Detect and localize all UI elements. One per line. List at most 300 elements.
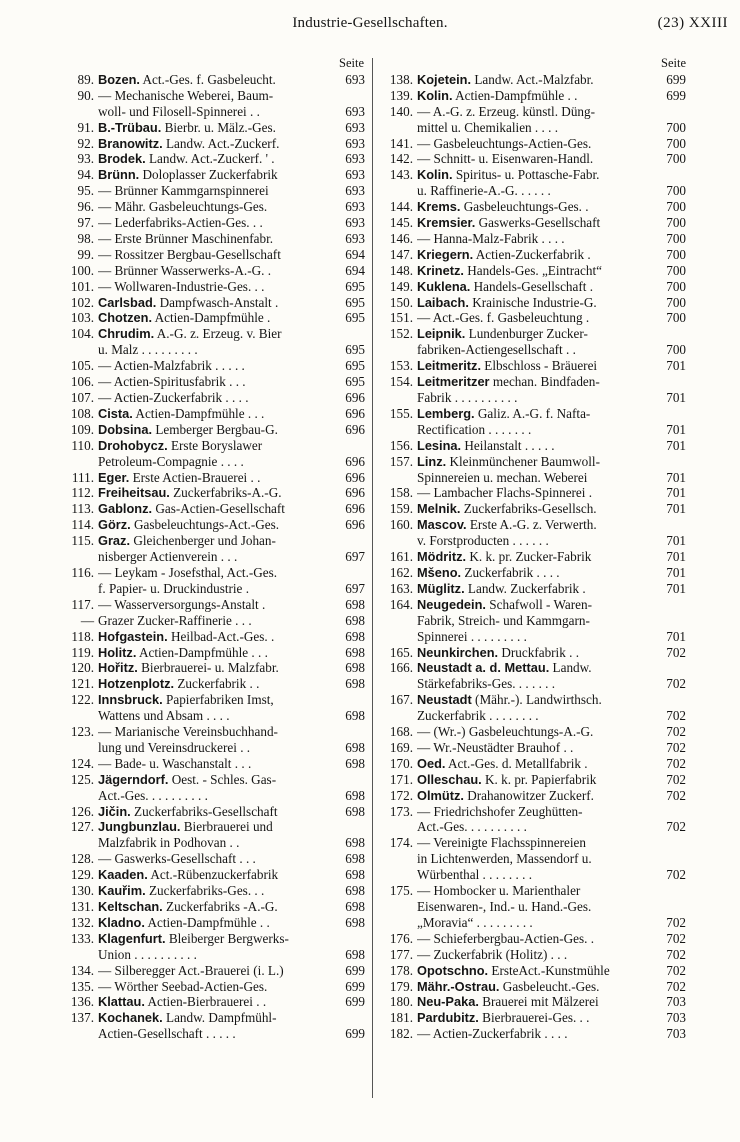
entry-description: — Actien-Zuckerfabrik . . . . (98, 390, 249, 406)
index-entry (62, 295, 365, 311)
entry-text (98, 963, 339, 979)
entry-body (417, 931, 686, 947)
entry-description: — Mähr. Gasbeleuchtungs-Ges. (98, 199, 268, 215)
entry-page-spacer (660, 374, 686, 390)
entry-page: 696 (345, 501, 365, 517)
entry-text (98, 867, 339, 883)
entry-number: 138. (389, 71, 413, 87)
entry-line (417, 899, 686, 915)
entry-line (98, 613, 365, 629)
entry-description: nisberger Actienverein . . . (98, 549, 238, 565)
entry-page-spacer (660, 851, 686, 867)
entry-number: 150. (389, 294, 413, 310)
entry-body (417, 88, 686, 104)
entry-line (417, 406, 686, 422)
entry-text (98, 374, 339, 390)
entry-place-name: Freiheitsau. (98, 485, 170, 501)
entry-page: 693 (345, 119, 365, 135)
entry-body (417, 167, 686, 199)
entry-text (98, 660, 339, 676)
index-entry (62, 819, 365, 851)
entry-body (417, 438, 686, 454)
entry-body (417, 581, 686, 597)
entry-number: 170. (389, 755, 413, 771)
entry-place-name: Dobsina. (98, 421, 153, 437)
entry-page: 700 (666, 151, 686, 167)
entry-line (417, 772, 686, 788)
entry-page-spacer (339, 931, 365, 947)
entry-text (98, 263, 339, 279)
entry-page: 703 (666, 1010, 686, 1026)
entry-description: Actien-Gesellschaft . . . . . (98, 1026, 236, 1042)
entry-body (98, 406, 365, 422)
entry-place-name: Müglitz. (417, 580, 465, 596)
index-entry (62, 613, 365, 629)
entry-text (417, 215, 660, 231)
entry-body (417, 72, 686, 88)
entry-number: 130. (70, 883, 94, 899)
entry-body (417, 740, 686, 756)
entry-line (98, 581, 365, 597)
entry-line (98, 740, 365, 756)
entry-text (98, 740, 339, 756)
entry-page: 698 (345, 755, 365, 771)
entry-text (98, 342, 339, 358)
entry-body (417, 1026, 686, 1042)
entry-line (417, 501, 686, 517)
entry-description: — (Wr.-) Gasbeleuchtungs-A.-G. (417, 724, 594, 740)
index-entry (381, 597, 686, 645)
entry-body (417, 358, 686, 374)
entry-page: 693 (345, 199, 365, 215)
entry-number: 132. (70, 914, 94, 930)
entry-line (98, 915, 365, 931)
entry-page: 696 (345, 390, 365, 406)
entry-description: Heilbad-Act.-Ges. . (167, 628, 275, 644)
index-entry (381, 772, 686, 788)
entry-text (417, 517, 660, 533)
entry-text (98, 326, 339, 342)
index-entry (381, 215, 686, 231)
entry-page-spacer (339, 438, 365, 454)
entry-description: woll- und Filosell-Spinnerei . . (98, 103, 260, 119)
entry-line (417, 279, 686, 295)
entry-description: Act.-Ges. f. Gasbeleucht. (139, 71, 276, 87)
entry-page: 702 (666, 771, 686, 787)
entry-number: 109. (70, 421, 94, 437)
entry-line (417, 613, 686, 629)
entry-text (417, 485, 660, 501)
entry-line (98, 199, 365, 215)
entry-number: 115. (71, 533, 94, 549)
entry-line (417, 517, 686, 533)
entry-number: 111. (71, 469, 94, 485)
entry-text (98, 629, 339, 645)
entry-description: Grazer Zucker-Raffinerie . . . (98, 612, 252, 628)
index-entry (381, 565, 686, 581)
entry-line (98, 819, 365, 835)
entry-body (98, 883, 365, 899)
index-entry (381, 645, 686, 661)
index-entry (381, 947, 686, 963)
index-entry (381, 295, 686, 311)
entry-body (98, 136, 365, 152)
entry-page-spacer (660, 597, 686, 613)
entry-line (98, 326, 365, 342)
entry-number: 123. (70, 724, 94, 740)
entry-place-name: Mšeno. (417, 564, 462, 580)
index-entry (381, 883, 686, 931)
entry-line (417, 549, 686, 565)
entry-text (98, 851, 339, 867)
entry-text (417, 231, 660, 247)
entry-text (98, 645, 339, 661)
entry-body (417, 151, 686, 167)
entry-number: 182. (389, 1026, 413, 1042)
entry-description: — Wollwaren-Industrie-Ges. . . (98, 278, 265, 294)
entry-page-spacer (660, 883, 686, 899)
entry-body (417, 406, 686, 438)
entry-body (98, 772, 365, 804)
entry-body (98, 501, 365, 517)
entry-number: 167. (389, 692, 413, 708)
entry-line (98, 358, 365, 374)
entry-number: 178. (389, 962, 413, 978)
entry-page: 695 (345, 310, 365, 326)
entry-text (98, 438, 339, 454)
index-entry (62, 772, 365, 804)
index-entry (381, 1026, 686, 1042)
entry-description: Act.-Ges. d. Metallfabrik . (445, 755, 588, 771)
entry-text (417, 374, 660, 390)
entry-text (417, 819, 660, 835)
index-entry (381, 581, 686, 597)
entry-description: — Gasbeleuchtungs-Actien-Ges. (417, 135, 592, 151)
entry-place-name: Kochanek. (98, 1010, 163, 1026)
entry-description: Landw. Act.-Zuckerf. ' . (145, 151, 275, 167)
index-entry (381, 326, 686, 358)
entry-text (98, 1026, 339, 1042)
entry-description: in Lichtenwerden, Massendorf u. (417, 851, 592, 867)
entry-description: Handels-Gesellschaft . (470, 278, 594, 294)
entry-number: — (80, 612, 94, 628)
entry-line (417, 136, 686, 152)
entry-text (98, 470, 339, 486)
entry-number: 112. (71, 485, 94, 501)
entry-page: 698 (345, 644, 365, 660)
entry-text (417, 247, 660, 263)
entry-text (417, 597, 660, 613)
entry-page: 699 (345, 1026, 365, 1042)
entry-line (98, 263, 365, 279)
entry-text (98, 199, 339, 215)
entry-description: Spinnerei . . . . . . . . . (417, 628, 527, 644)
entry-place-name: Chotzen. (98, 310, 153, 326)
entry-place-name: Kolin. (417, 87, 453, 103)
entry-text (417, 756, 660, 772)
entry-description: Erste Actien-Brauerei . . (129, 469, 261, 485)
entry-body (98, 231, 365, 247)
entry-line (417, 979, 686, 995)
entry-text (417, 549, 660, 565)
entry-line (98, 931, 365, 947)
entry-page: 700 (666, 215, 686, 231)
entry-description: — Brünner Kammgarnspinnerei (98, 183, 269, 199)
entry-page: 700 (666, 135, 686, 151)
entry-text (417, 310, 660, 326)
entry-description: mittel u. Chemikalien . . . . (417, 119, 559, 135)
entry-place-name: Chrudim. (98, 326, 155, 342)
page-title: Industrie-Gesellschaften. (292, 15, 448, 31)
entry-description: Union . . . . . . . . . . (98, 946, 197, 962)
entry-number: 155. (389, 405, 413, 421)
entry-place-name: Hofgastein. (98, 628, 168, 644)
entry-page: 693 (345, 183, 365, 199)
entry-page-spacer (660, 692, 686, 708)
entry-text (98, 692, 339, 708)
entry-description: (Mähr.-). Landwirthsch. (471, 692, 602, 708)
entry-description: Handels-Ges. „Eintracht“ (463, 262, 602, 278)
index-column-right (381, 56, 686, 1042)
entry-page: 700 (666, 310, 686, 326)
entry-line (417, 692, 686, 708)
entry-line (98, 72, 365, 88)
entry-description: Krainische Industrie-G. (468, 294, 597, 310)
entry-line (417, 835, 686, 851)
entry-description: — Silberegger Act.-Brauerei (i. L.) (98, 962, 284, 978)
entry-description: Papierfabriken Imst, (162, 692, 274, 708)
entry-page: 698 (345, 803, 365, 819)
entry-description: Lundenburger Zucker- (465, 326, 588, 342)
entry-description: Landw. Act.-Zuckerf. (162, 135, 280, 151)
entry-description: Spiritus- u. Pottasche-Fabr. (452, 167, 600, 183)
entry-number: 135. (70, 978, 94, 994)
entry-page: 698 (345, 946, 365, 962)
index-entry (62, 501, 365, 517)
entry-place-name: Keltschan. (98, 899, 163, 915)
entry-description: Galiz. A.-G. f. Nafta- (474, 405, 591, 421)
entry-number: 118. (71, 628, 94, 644)
entry-text (98, 979, 339, 995)
entry-text (417, 915, 660, 931)
entry-body (417, 263, 686, 279)
entry-page-spacer (660, 517, 686, 533)
entry-description: — Marianische Vereinsbuchhand- (98, 724, 278, 740)
entry-description: f. Papier- u. Druckindustrie . (98, 580, 249, 596)
entry-text (417, 470, 660, 486)
entry-page-spacer (339, 724, 365, 740)
entry-line (98, 947, 365, 963)
entry-number: 100. (70, 262, 94, 278)
entry-description: Gasbeleucht.-Ges. (499, 978, 600, 994)
entry-number: 125. (70, 771, 94, 787)
entry-line (417, 438, 686, 454)
entry-page: 701 (666, 580, 686, 596)
entry-place-name: Holitz. (98, 644, 137, 660)
entry-place-name: Kriegern. (417, 246, 474, 262)
entry-description: Petroleum-Compagnie . . . . (98, 453, 244, 469)
entry-description: Zuckerfabrik . . (174, 676, 260, 692)
entry-body (417, 279, 686, 295)
entry-description: „Moravia“ . . . . . . . . . (417, 914, 533, 930)
entry-text (417, 342, 660, 358)
entry-line (98, 151, 365, 167)
entry-page: 702 (666, 755, 686, 771)
index-entry (62, 899, 365, 915)
entry-body (98, 613, 365, 629)
entry-place-name: Kauřim. (98, 883, 146, 899)
entry-body (98, 819, 365, 851)
entry-text (98, 883, 339, 899)
entry-number: 89. (77, 71, 94, 87)
entry-text (98, 390, 339, 406)
entry-page: 699 (345, 978, 365, 994)
entry-body (417, 501, 686, 517)
entry-page: 702 (666, 708, 686, 724)
entry-page: 700 (666, 278, 686, 294)
entry-text (417, 454, 660, 470)
entry-description: Gas-Actien-Gesellschaft (152, 501, 285, 517)
entry-description: Erste A.-G. z. Verwerth. (466, 517, 597, 533)
entry-body (98, 183, 365, 199)
entry-text (417, 501, 660, 517)
entry-place-name: Oed. (417, 755, 446, 771)
entry-description: Malzfabrik in Podhovan . . (98, 835, 240, 851)
entry-page-spacer (660, 454, 686, 470)
entry-line (417, 883, 686, 899)
entry-line (98, 597, 365, 613)
entry-text (98, 454, 339, 470)
entry-text (98, 915, 339, 931)
entry-description: Heilanstalt . . . . . (461, 437, 555, 453)
entry-place-name: Olmütz. (417, 787, 464, 803)
entry-body (417, 485, 686, 501)
index-entry (381, 279, 686, 295)
entry-line (98, 756, 365, 772)
entry-text (98, 581, 339, 597)
entry-line (417, 867, 686, 883)
entry-line (98, 692, 365, 708)
entry-page: 701 (666, 390, 686, 406)
entry-number: 131. (70, 899, 94, 915)
entry-body (417, 374, 686, 406)
entry-description: Erste Boryslawer (167, 437, 263, 453)
entry-number: 177. (389, 946, 413, 962)
entry-text (417, 199, 660, 215)
entry-body (417, 549, 686, 565)
entry-place-name: Klagenfurt. (98, 930, 166, 946)
entry-line (98, 120, 365, 136)
entry-number: 116. (71, 564, 94, 580)
entry-description: u. Malz . . . . . . . . . (98, 342, 198, 358)
entry-line (417, 310, 686, 326)
entry-page: 701 (666, 628, 686, 644)
entry-place-name: Drohobycz. (98, 437, 168, 453)
entry-body (417, 247, 686, 263)
entry-description: Dampfwasch-Anstalt . (156, 294, 279, 310)
entry-number: 164. (389, 596, 413, 612)
entry-description: — Hanna-Malz-Fabrik . . . . (417, 230, 565, 246)
entry-line (98, 549, 365, 565)
entry-body (98, 1010, 365, 1042)
entry-line (98, 485, 365, 501)
entry-text (98, 835, 339, 851)
entry-page-spacer (339, 772, 365, 788)
entry-body (417, 215, 686, 231)
entry-page: 693 (345, 167, 365, 183)
entry-line (417, 151, 686, 167)
entry-place-name: Krems. (417, 199, 461, 215)
index-entry (62, 485, 365, 501)
entry-line (98, 629, 365, 645)
index-entry (62, 263, 365, 279)
entry-number: 168. (389, 724, 413, 740)
entry-text (417, 565, 660, 581)
entry-number: 162. (389, 564, 413, 580)
entry-text (98, 772, 339, 788)
index-entry (62, 660, 365, 676)
index-entry (62, 390, 365, 406)
index-entry (62, 533, 365, 565)
entry-place-name: Graz. (98, 533, 131, 549)
entry-description: — Schnitt- u. Eisenwaren-Handl. (417, 151, 594, 167)
entry-description: — Gaswerks-Gesellschaft . . . (98, 851, 256, 867)
entry-page: 698 (345, 914, 365, 930)
entry-place-name: Olleschau. (417, 771, 482, 787)
entry-body (417, 1010, 686, 1026)
entry-number: 180. (389, 994, 413, 1010)
entry-place-name: Leitmeritzer (417, 374, 490, 390)
entry-number: 143. (389, 167, 413, 183)
entry-body (98, 422, 365, 438)
entry-description: ErsteAct.-Kunstmühle (488, 962, 610, 978)
entry-page: 699 (345, 994, 365, 1010)
entry-text (417, 645, 660, 661)
entry-text (98, 676, 339, 692)
entry-number: 156. (389, 437, 413, 453)
entry-page: 702 (666, 914, 686, 930)
entry-line (98, 724, 365, 740)
entry-text (98, 819, 339, 835)
entry-number: 147. (389, 246, 413, 262)
entry-description: Fabrik, Streich- und Kammgarn- (417, 612, 590, 628)
index-entry (381, 438, 686, 454)
entry-number: 128. (70, 851, 94, 867)
entry-description: Stärkefabriks-Ges. . . . . . . (417, 676, 556, 692)
entry-line (417, 358, 686, 374)
entry-page: 700 (666, 262, 686, 278)
entry-text (98, 215, 339, 231)
entry-page: 699 (666, 87, 686, 103)
index-entry (381, 692, 686, 724)
entry-number: 113. (71, 501, 94, 517)
entry-line (417, 1010, 686, 1026)
index-entry (381, 994, 686, 1010)
entry-number: 181. (389, 1010, 413, 1026)
index-entry (62, 629, 365, 645)
index-entry (62, 804, 365, 820)
entry-number: 176. (389, 930, 413, 946)
index-entry (381, 263, 686, 279)
entry-line (98, 470, 365, 486)
entry-place-name: Kremsier. (417, 215, 476, 231)
entry-line (417, 963, 686, 979)
entry-line (417, 533, 686, 549)
entry-description: — Wr.-Neustädter Brauhof . . (417, 739, 574, 755)
entry-place-name: Gablonz. (98, 501, 153, 517)
entry-text (98, 549, 339, 565)
entry-number: 97. (77, 215, 94, 231)
